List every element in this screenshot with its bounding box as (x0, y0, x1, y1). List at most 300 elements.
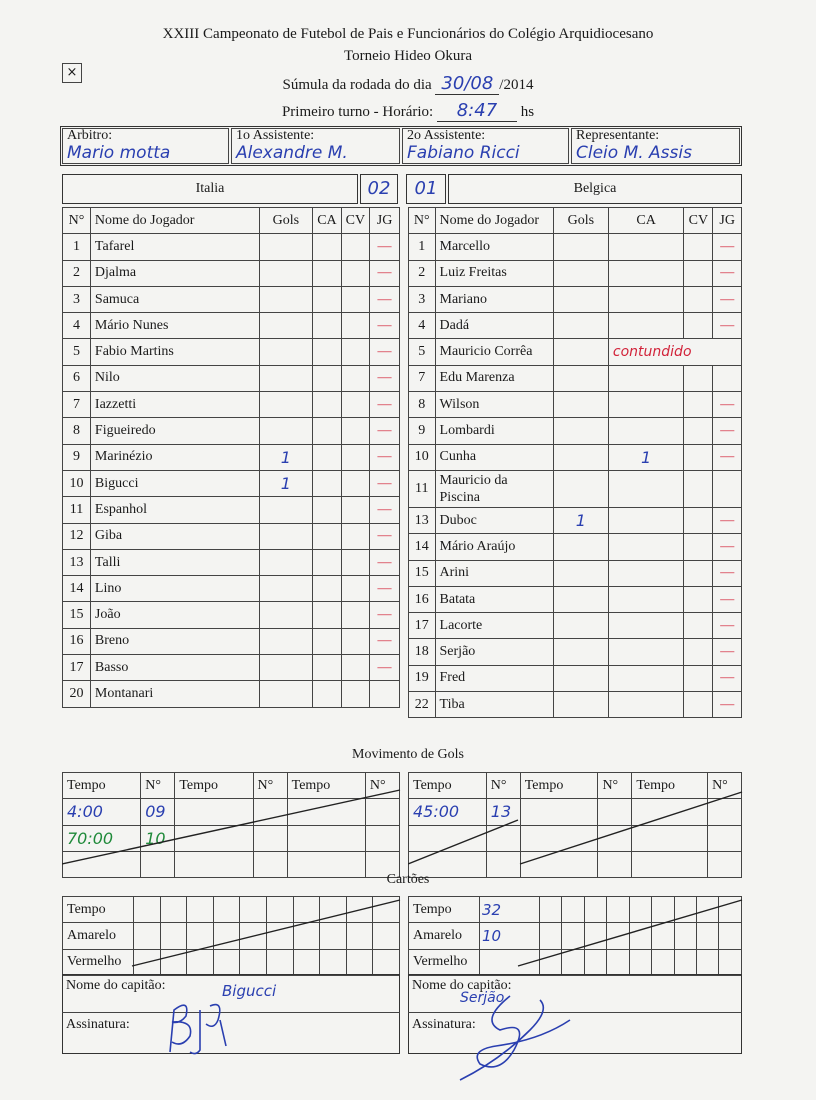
roster-row (409, 470, 742, 507)
captain-right-nome-label: Nome do capitão: (412, 978, 512, 993)
cards-row-label: Vermelho (409, 949, 480, 975)
goals-left-strike (62, 778, 402, 868)
player-ca (608, 365, 683, 391)
player-name: Wilson (435, 392, 553, 418)
player-ca (608, 507, 683, 533)
player-number: 14 (409, 534, 436, 560)
team-left-score (360, 174, 398, 204)
player-goals (259, 286, 313, 312)
goals-num-header: N° (486, 773, 520, 799)
player-number: 17 (63, 655, 91, 681)
player-name: Basso (90, 655, 259, 681)
roster-row (409, 286, 742, 312)
roster-row (409, 365, 742, 391)
roster-row (63, 444, 400, 470)
player-name: Lino (90, 576, 259, 602)
player-cv (684, 613, 713, 639)
roster-header-cell: JG (370, 208, 400, 234)
player-goals (553, 470, 608, 507)
player-jg: — (370, 576, 400, 602)
player-number: 8 (63, 418, 91, 444)
player-number: 9 (63, 444, 91, 470)
cards-row-label: Amarelo (409, 923, 480, 949)
goals-num-header: N° (253, 773, 287, 799)
player-ca: 1 (608, 444, 683, 470)
player-jg: — (713, 260, 742, 286)
player-ca (313, 470, 341, 496)
sumula-date: 30/08 (435, 73, 499, 95)
roster-header-cell: N° (409, 208, 436, 234)
player-cv (684, 507, 713, 533)
captain-right-signature (440, 990, 580, 1085)
player-cv (684, 586, 713, 612)
player-jg: — (713, 692, 742, 718)
player-number: 3 (409, 286, 436, 312)
player-ca (608, 665, 683, 691)
representante-value: Cleio M. Assis (576, 143, 692, 163)
player-goals (553, 234, 608, 260)
player-goals (553, 692, 608, 718)
goal-number: 13 (486, 799, 520, 825)
representante-cell (571, 128, 740, 164)
player-goals (259, 418, 313, 444)
roster-row (63, 286, 400, 312)
turno-prefix: Primeiro turno - Horário: (281, 104, 434, 120)
player-jg: — (370, 313, 400, 339)
player-cv (684, 234, 713, 260)
player-number: 1 (63, 234, 91, 260)
assistente2-cell (402, 128, 569, 164)
player-ca (313, 313, 341, 339)
roster-row (409, 339, 742, 365)
player-number: 10 (63, 470, 91, 496)
player-jg: — (713, 560, 742, 586)
player-goals (259, 365, 313, 391)
player-number: 9 (409, 418, 436, 444)
player-number: 10 (409, 444, 436, 470)
document-title: XXIII Campeonato de Futebol de Pais e Funcionários do Colégio Arquidiocesano (162, 26, 654, 42)
player-cv (684, 470, 713, 507)
player-cv (341, 497, 369, 523)
roster-row (409, 613, 742, 639)
roster-header-cell: Gols (553, 208, 608, 234)
player-name: Lacorte (435, 613, 553, 639)
roster-row (409, 444, 742, 470)
player-jg: — (713, 586, 742, 612)
roster-row (63, 523, 400, 549)
player-goals (259, 602, 313, 628)
player-ca (608, 392, 683, 418)
representante-label: Representante: (576, 128, 660, 143)
assistente2-value: Fabiano Ricci (407, 143, 520, 163)
assistente1-cell (231, 128, 400, 164)
player-number: 20 (63, 681, 91, 707)
player-goals (553, 560, 608, 586)
player-number: 16 (409, 586, 436, 612)
roster-header-cell: CA (313, 208, 341, 234)
roster-row (409, 534, 742, 560)
goal-number: 09 (141, 799, 175, 825)
sumula-prefix: Súmula da rodada do dia (282, 77, 432, 93)
player-number: 7 (409, 365, 436, 391)
player-jg (713, 365, 742, 391)
cards-cell: 32 (480, 897, 540, 923)
player-number: 2 (409, 260, 436, 286)
player-number: 5 (63, 339, 91, 365)
goals-tempo-header: Tempo (409, 773, 487, 799)
player-ca (608, 470, 683, 507)
player-jg: — (370, 444, 400, 470)
player-name: Mário Nunes (90, 313, 259, 339)
player-jg: — (370, 470, 400, 496)
player-jg: — (713, 286, 742, 312)
player-cv (684, 260, 713, 286)
player-jg: — (370, 339, 400, 365)
close-icon: × (66, 65, 78, 80)
player-jg: — (370, 260, 400, 286)
team-left-name-text: Italia (195, 181, 225, 196)
player-ca (313, 523, 341, 549)
arbitro-label: Arbitro: (67, 128, 113, 143)
player-jg: — (713, 534, 742, 560)
roster-header-cell: CA (608, 208, 683, 234)
roster-row (63, 234, 400, 260)
player-cv (684, 392, 713, 418)
player-cv (341, 470, 369, 496)
cards-row-label: Tempo (409, 897, 480, 923)
player-jg (713, 470, 742, 507)
assistente1-label: 1o Assistente: (236, 128, 315, 143)
player-number: 17 (409, 613, 436, 639)
turno-line (0, 100, 816, 122)
player-name: Arini (435, 560, 553, 586)
player-cv (684, 639, 713, 665)
player-name: Batata (435, 586, 553, 612)
player-ca (608, 534, 683, 560)
roster-row (409, 692, 742, 718)
player-ca (313, 286, 341, 312)
player-cv (341, 365, 369, 391)
goals-tempo-header: Tempo (175, 773, 253, 799)
goal-tempo: 70:00 (63, 825, 141, 851)
player-ca (313, 497, 341, 523)
roster-row (409, 586, 742, 612)
player-cv (341, 339, 369, 365)
player-number: 15 (63, 602, 91, 628)
cards-row-label: Amarelo (63, 923, 134, 949)
player-cv (341, 260, 369, 286)
player-name: Mauricio da Piscina (435, 470, 553, 507)
player-ca (313, 392, 341, 418)
assistente2-label: 2o Assistente: (407, 128, 486, 143)
player-cv (341, 286, 369, 312)
player-goals (553, 444, 608, 470)
player-number: 18 (409, 639, 436, 665)
team-right-score (406, 174, 446, 204)
player-cv (341, 523, 369, 549)
cards-row-label: Tempo (63, 897, 134, 923)
player-jg: — (713, 444, 742, 470)
roster-row (409, 665, 742, 691)
captain-right-name: Serjão (460, 990, 505, 1006)
player-jg: — (370, 418, 400, 444)
player-jg: — (370, 655, 400, 681)
player-name: Lombardi (435, 418, 553, 444)
player-cv (341, 602, 369, 628)
player-goals (553, 392, 608, 418)
cards-left-strike (62, 896, 402, 968)
player-number: 11 (409, 470, 436, 507)
player-goals: 1 (553, 507, 608, 533)
goals-tempo-header: Tempo (632, 773, 708, 799)
player-cv (684, 534, 713, 560)
player-cv (341, 655, 369, 681)
player-ca (608, 286, 683, 312)
goals-num-header: N° (141, 773, 175, 799)
player-name: Nilo (90, 365, 259, 391)
captain-left-nome-label: Nome do capitão: (66, 978, 166, 993)
player-jg (370, 681, 400, 707)
player-name: Marcello (435, 234, 553, 260)
goals-num-header: N° (708, 773, 742, 799)
roster-header-cell: CV (684, 208, 713, 234)
roster-row (409, 260, 742, 286)
team-right-roster (408, 207, 742, 718)
player-name: Mariano (435, 286, 553, 312)
roster-header-cell: N° (63, 208, 91, 234)
player-name: Figueiredo (90, 418, 259, 444)
player-goals (259, 313, 313, 339)
roster-header-cell: Gols (259, 208, 313, 234)
player-number: 11 (63, 497, 91, 523)
roster-row (409, 639, 742, 665)
player-name: Mauricio Corrêa (435, 339, 553, 365)
player-cv (341, 392, 369, 418)
roster-header-cell: Nome do Jogador (90, 208, 259, 234)
player-jg: — (370, 549, 400, 575)
roster-row (409, 392, 742, 418)
player-goals (259, 655, 313, 681)
roster-header-cell: JG (713, 208, 742, 234)
goals-tempo-header: Tempo (287, 773, 365, 799)
roster-header-cell: Nome do Jogador (435, 208, 553, 234)
player-name: Cunha (435, 444, 553, 470)
player-ca (313, 444, 341, 470)
roster-row (409, 560, 742, 586)
player-cv (684, 365, 713, 391)
player-goals: 1 (259, 470, 313, 496)
sumula-line (0, 73, 816, 94)
roster-row (63, 365, 400, 391)
cards-title: Cartões (386, 872, 430, 887)
player-goals (259, 549, 313, 575)
team-right-name-text: Belgica (573, 181, 617, 196)
player-number: 1 (409, 234, 436, 260)
roster-row (409, 313, 742, 339)
goal-tempo: 4:00 (63, 799, 141, 825)
player-cv (684, 444, 713, 470)
goals-tempo-header: Tempo (520, 773, 598, 799)
player-ca (313, 576, 341, 602)
sumula-year: /2014 (499, 77, 534, 93)
player-jg: — (370, 286, 400, 312)
player-number: 13 (63, 549, 91, 575)
team-left-roster (62, 207, 400, 708)
goals-num-header: N° (598, 773, 632, 799)
player-name: Iazzetti (90, 392, 259, 418)
roster-row (409, 418, 742, 444)
roster-row (63, 339, 400, 365)
player-cv (341, 444, 369, 470)
player-number: 4 (63, 313, 91, 339)
roster-row (409, 507, 742, 533)
player-name: Serjão (435, 639, 553, 665)
player-name: Tafarel (90, 234, 259, 260)
player-cv (341, 549, 369, 575)
player-cv (684, 286, 713, 312)
captain-left-name: Bigucci (222, 982, 277, 1000)
roster-row (63, 470, 400, 496)
player-cv (341, 576, 369, 602)
player-ca (313, 365, 341, 391)
player-note: contundido (608, 339, 741, 365)
player-goals (553, 260, 608, 286)
player-goals (259, 260, 313, 286)
player-number: 2 (63, 260, 91, 286)
player-number: 15 (409, 560, 436, 586)
player-jg: — (713, 507, 742, 533)
player-name: Montanari (90, 681, 259, 707)
player-ca (313, 418, 341, 444)
player-ca (608, 586, 683, 612)
player-goals (553, 665, 608, 691)
player-name: Bigucci (90, 470, 259, 496)
player-ca (313, 681, 341, 707)
player-goals (259, 339, 313, 365)
player-goals (553, 286, 608, 312)
horario-value: 8:47 (437, 100, 517, 122)
player-number: 4 (409, 313, 436, 339)
player-name: Marinézio (90, 444, 259, 470)
player-cv (341, 418, 369, 444)
goals-num-header: N° (365, 773, 399, 799)
captain-left-assinatura-label: Assinatura: (66, 1017, 130, 1032)
player-number: 5 (409, 339, 436, 365)
player-number: 8 (409, 392, 436, 418)
goals-right-strike (408, 778, 748, 868)
arbitro-value: Mario motta (67, 143, 171, 163)
player-number: 22 (409, 692, 436, 718)
player-jg: — (370, 523, 400, 549)
player-jg: — (370, 365, 400, 391)
player-jg: — (370, 392, 400, 418)
cards-cell: 10 (480, 923, 540, 949)
player-goals (259, 628, 313, 654)
player-goals (553, 639, 608, 665)
roster-row (63, 576, 400, 602)
player-jg: — (713, 418, 742, 444)
player-number: 7 (63, 392, 91, 418)
player-cv (684, 560, 713, 586)
player-name: Mário Araújo (435, 534, 553, 560)
player-jg: — (713, 234, 742, 260)
document-subtitle: Torneio Hideo Okura (343, 48, 473, 64)
goal-tempo: 45:00 (409, 799, 487, 825)
player-name: Giba (90, 523, 259, 549)
player-cv (684, 665, 713, 691)
player-ca (608, 260, 683, 286)
roster-row (63, 313, 400, 339)
player-goals (553, 313, 608, 339)
player-goals (553, 339, 608, 365)
goals-tempo-header: Tempo (63, 773, 141, 799)
player-goals (553, 613, 608, 639)
player-number: 16 (63, 628, 91, 654)
player-jg: — (713, 392, 742, 418)
player-goals (259, 523, 313, 549)
player-ca (608, 234, 683, 260)
player-goals (259, 576, 313, 602)
roster-row (409, 234, 742, 260)
player-goals (553, 365, 608, 391)
captain-right-assinatura-label: Assinatura: (412, 1017, 476, 1032)
player-cv (341, 313, 369, 339)
player-name: João (90, 602, 259, 628)
player-name: Samuca (90, 286, 259, 312)
player-name: Fabio Martins (90, 339, 259, 365)
player-goals (259, 681, 313, 707)
player-goals (553, 534, 608, 560)
roster-row (63, 392, 400, 418)
roster-header-cell: CV (341, 208, 369, 234)
team-right-score-text: 01 (414, 178, 438, 199)
goals-title: Movimento de Gols (352, 747, 464, 762)
assistente1-value: Alexandre M. (236, 143, 348, 163)
roster-header-row (63, 208, 400, 234)
player-ca (313, 628, 341, 654)
player-number: 13 (409, 507, 436, 533)
player-number: 6 (63, 365, 91, 391)
player-goals (553, 418, 608, 444)
roster-row (63, 628, 400, 654)
player-ca (608, 692, 683, 718)
roster-row (63, 418, 400, 444)
player-name: Espanhol (90, 497, 259, 523)
player-cv (341, 234, 369, 260)
player-jg: — (713, 639, 742, 665)
player-ca (313, 260, 341, 286)
player-goals: 1 (259, 444, 313, 470)
player-name: Duboc (435, 507, 553, 533)
roster-row (63, 655, 400, 681)
arbitro-cell (62, 128, 229, 164)
cards-row-label: Vermelho (63, 949, 134, 975)
roster-header-row (409, 208, 742, 234)
goal-number: 10 (141, 825, 175, 851)
player-jg: — (370, 234, 400, 260)
roster-row (63, 260, 400, 286)
player-ca (313, 602, 341, 628)
player-number: 12 (63, 523, 91, 549)
player-ca (313, 339, 341, 365)
player-cv (341, 681, 369, 707)
player-goals (259, 392, 313, 418)
player-name: Fred (435, 665, 553, 691)
player-number: 3 (63, 286, 91, 312)
roster-row (63, 497, 400, 523)
player-cv (341, 628, 369, 654)
team-left-name (62, 174, 358, 204)
